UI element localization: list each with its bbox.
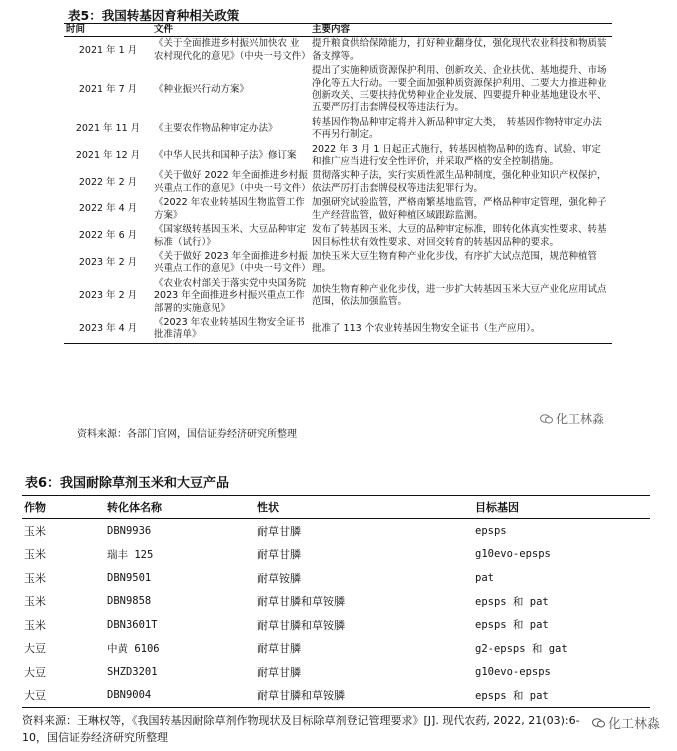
table-header-row <box>22 496 650 519</box>
row-crop: 大豆 <box>22 684 105 708</box>
row-document: 《关于全面推进乡村振兴加快农 业农村现代化的意见》（中央一号文件） <box>154 38 311 62</box>
header-trait: 性状 <box>255 496 473 519</box>
header-event: 转化体名称 <box>105 496 255 519</box>
row-document: 《2022 年农业转基因生物监管工作方案》 <box>154 197 305 221</box>
table5-source: 资料来源：各部门官网，国信证券经济研究所整理 <box>77 429 297 440</box>
table-row <box>22 613 650 637</box>
table-row <box>22 543 650 567</box>
row-content: 2022 年 3 月 1 日起正式施行，转基因植物品种的选育、试验、审定和推广应当进行安全性评价，并采取严格的安全控制措施。 <box>312 143 601 168</box>
row-content: 加强研究试验监管，严格南繁基地监管，严格品种审定管理，强化种子生产经营监管，做好种植区域跟踪监测。 <box>312 197 607 221</box>
table-header-row <box>64 24 612 37</box>
row-crop: 玉米 <box>24 595 46 609</box>
row-document: 《关于做好 2023 年全面推进乡村振兴重点工作的意见》（中央一号文件） <box>154 250 311 275</box>
row-content: 提出了实施种质资源保护利用、创新攻关、企业扶优、基地提升、市场净化等五大行动。一要全面加强种质资源保护利用、二要大力推进种业创新攻关、三要扶持优势种业企业发展、四要提升种业基地建设水平、五要严厉打击套牌侵权等违法行为。 <box>312 65 607 114</box>
row-event: 中黄 6106 <box>107 642 160 655</box>
row-document: 《中华人民共和国种子法》修订案 <box>154 149 297 161</box>
row-gene: g10evo-epsps <box>475 548 551 561</box>
wechat-icon <box>592 718 605 728</box>
row-content: 贯彻落实种子法，实行实质性派生品种制度，强化种业知识产权保护，依法严厉打击套牌侵权等违法犯罪行为。 <box>312 170 607 194</box>
wechat-icon <box>540 414 553 424</box>
table-row <box>22 590 650 614</box>
row-gene: pat <box>475 571 494 584</box>
table-row <box>64 250 612 277</box>
row-event: DBN9936 <box>107 524 152 537</box>
header-content: 主要内容 <box>310 24 612 37</box>
row-document: 《种业振兴行动方案》 <box>154 83 250 95</box>
header-crop: 作物 <box>22 496 105 519</box>
row-event: DBN3601T <box>107 618 158 631</box>
row-gene: epsps 和 pat <box>473 684 650 708</box>
row-gene: epsps 和 pat <box>475 619 549 632</box>
row-trait: 耐草铵膦 <box>257 571 301 585</box>
row-crop: 玉米 <box>24 524 46 538</box>
row-gene: epsps <box>475 524 507 537</box>
row-date: 2023 年 4 月 <box>64 316 152 343</box>
table-row <box>64 277 612 316</box>
table-row <box>22 519 650 543</box>
table-row <box>64 223 612 250</box>
watermark-text: 化工林淼 <box>556 412 605 426</box>
row-document: 《农业农村部关于落实党中央国务院 2023 年全面推进乡村振兴重点工作部署的实施意见》 <box>154 277 307 314</box>
table6-source: 资料来源：王琳权等，《我国转基因耐除草剂作物现状及目标除草剂登记管理要求》[J]. 现代农药, 2022, 21(03):6-10，国信证券经济研究所整理 <box>22 714 580 744</box>
row-content: 提升粮食供给保障能力，打好种业翻身仗，强化现代农业科技和物质装备支撑等。 <box>312 38 607 62</box>
policy-table <box>64 23 612 344</box>
row-trait: 耐草甘膦和草铵膦 <box>257 618 345 632</box>
row-trait: 耐草甘膦和草铵膦 <box>255 684 473 708</box>
table5-title: 表5：我国转基因育种相关政策 <box>68 8 240 23</box>
row-date: 2021 年 1 月 <box>78 44 138 56</box>
row-gene: g2-epsps 和 gat <box>475 642 568 655</box>
row-crop: 玉米 <box>24 618 46 632</box>
table-row <box>22 684 650 708</box>
herbicide-tolerance-table <box>22 495 650 708</box>
row-gene: epsps 和 pat <box>475 595 549 608</box>
row-trait: 耐草甘膦 <box>257 665 301 679</box>
table-row <box>64 196 612 223</box>
row-event: DBN9501 <box>107 571 152 584</box>
row-event: 瑞丰 125 <box>107 548 154 561</box>
row-content: 转基因作物品种审定将并入新品种审定大类， 转基因作物特审定办法不再另行制定。 <box>312 116 602 141</box>
table-row <box>64 169 612 196</box>
row-date: 2021 年 11 月 <box>75 123 141 135</box>
row-trait: 耐草甘膦 <box>257 548 301 562</box>
row-document: 《2023 年农业转基因生物安全证书批准清单》 <box>152 316 310 343</box>
row-trait: 耐草甘膦 <box>257 642 301 656</box>
row-event: DBN9004 <box>105 684 255 708</box>
header-date: 时间 <box>64 24 152 37</box>
table-row <box>64 116 612 143</box>
row-trait: 耐草甘膦和草铵膦 <box>257 595 345 609</box>
row-crop: 大豆 <box>24 665 46 679</box>
row-document: 《主要农作物品种审定办法》 <box>154 123 278 135</box>
row-date: 2023 年 2 月 <box>78 257 138 269</box>
row-content: 批准了 113 个农业转基因生物安全证书（生产应用）。 <box>310 316 612 343</box>
row-event: DBN9858 <box>107 595 152 608</box>
row-document: 《国家级转基因玉米、大豆品种审定标准（试行）》 <box>154 224 307 248</box>
row-document: 《关于做好 2022 年全面推进乡村振兴重点工作的意见》（中央一号文件） <box>154 170 311 194</box>
watermark <box>592 713 660 732</box>
table-row <box>64 64 612 116</box>
row-date: 2022 年 6 月 <box>78 230 138 242</box>
header-document: 文件 <box>152 24 310 37</box>
table-row <box>22 637 650 661</box>
row-date: 2022 年 2 月 <box>78 176 138 188</box>
table-row <box>64 143 612 170</box>
header-gene: 目标基因 <box>473 496 650 519</box>
table6-title: 表6：我国耐除草剂玉米和大豆产品 <box>25 476 230 491</box>
row-crop: 大豆 <box>24 642 46 656</box>
watermark-text: 化工林淼 <box>608 717 661 732</box>
row-gene: g10evo-epsps <box>475 665 551 678</box>
row-content: 发布了转基因玉米、大豆的品种审定标准，即转化体真实性要求、转基因目标性状有效性要求、对回交转育的转基因品种的要求。 <box>312 224 607 248</box>
table-row <box>22 660 650 684</box>
watermark <box>540 410 604 427</box>
table-row <box>64 37 612 64</box>
row-date: 2021 年 12 月 <box>75 149 141 161</box>
table-row <box>64 316 612 343</box>
row-event: SHZD3201 <box>107 665 158 678</box>
row-trait: 耐草甘膦 <box>257 524 301 538</box>
row-content: 加快玉米大豆生物育种产业化步伐，有序扩大试点范围，规范种植管理。 <box>312 250 598 275</box>
row-content: 加快生物育种产业化步伐，进一步扩大转基因玉米大豆产业化应用试点范围，依法加强监管。 <box>312 283 607 308</box>
row-date: 2022 年 4 月 <box>78 203 138 215</box>
row-crop: 玉米 <box>24 571 46 585</box>
row-date: 2021 年 7 月 <box>78 83 138 95</box>
row-date: 2023 年 2 月 <box>78 290 138 302</box>
table-row <box>22 566 650 590</box>
row-crop: 玉米 <box>24 548 46 562</box>
